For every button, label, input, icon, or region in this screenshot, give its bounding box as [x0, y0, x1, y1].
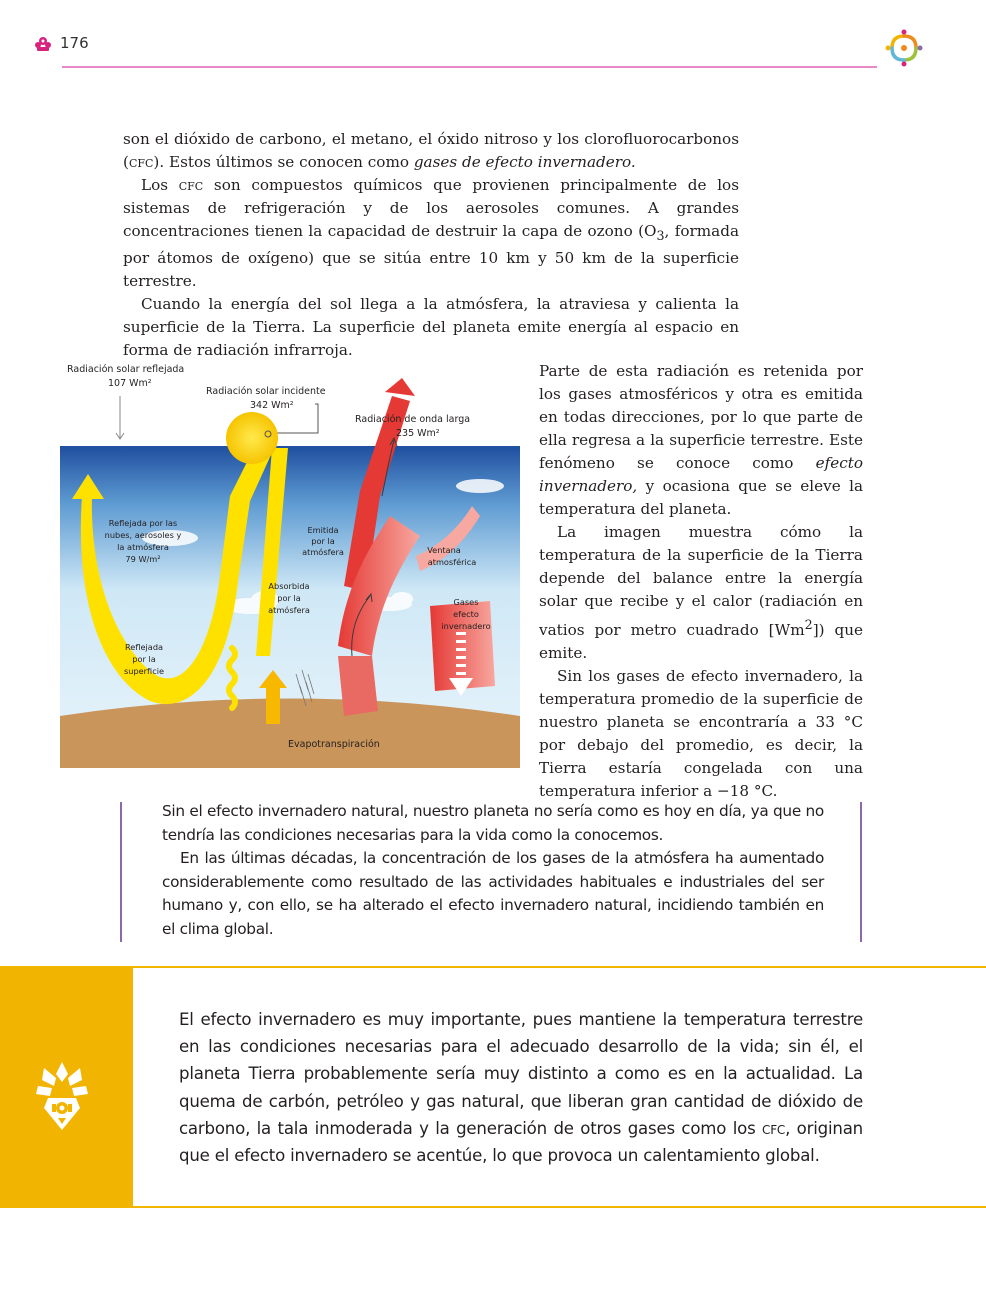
box-paragraph-2: En las últimas décadas, la concentración de los gases de la atmósfera ha aumentado considerablemente como resultado de las actividades habituales e industriales del ser humano y, con ello, se ha alterado el efecto invernadero natural, incidiendo también en el clima global. [162, 849, 824, 938]
incident-solar-title: Radiación solar incidente [206, 386, 326, 397]
evapotranspiration-label: Evapotranspiración [288, 739, 380, 750]
svg-text:Emitida: Emitida [307, 525, 339, 535]
highlight-box [162, 800, 824, 941]
svg-text:invernadero: invernadero [441, 621, 491, 631]
page-number: 176 [60, 34, 89, 52]
svg-text:nubes, aerosoles y: nubes, aerosoles y [104, 530, 182, 540]
reflected-solar-arrow [116, 396, 124, 439]
intro-paragraph-2: Los cfc son compuestos químicos que provienen principalmente de los sistemas de refrigeración y de los aerosoles comunes. A grandes concentraciones tienen la capacidad de destruir la capa de ozono ($O_3$, formada por átomos de oxígeno) que se sitúa entre 10 km y 50 km de la superficie terrestre. [123, 176, 739, 291]
svg-text:Reflejada: Reflejada [124, 642, 164, 652]
reflected-solar-title: Radiación solar reflejada [67, 364, 185, 375]
side-paragraph-3: Sin los gases de efecto invernadero, la temperatura promedio de la superficie de nuestro planeta se encontraría a 33 °C por debajo del promedio, es decir, la Tierra estaría congelada con una temperatura inferior a −18 °C. [539, 667, 863, 801]
svg-text:por la: por la [132, 654, 156, 664]
box-border-left [120, 802, 122, 942]
earth-surface [60, 699, 520, 769]
svg-text:Reflejada por las: Reflejada por las [108, 518, 178, 528]
intro-paragraph-1: son el dióxido de carbono, el metano, el óxido nitroso y los clorofluorocarbonos (cfc). Estos últimos se conocen como gases de efecto invernadero. [123, 130, 739, 171]
banner-top-line [0, 966, 986, 968]
incident-solar-value: 342 Wm² [250, 400, 294, 411]
side-text [539, 360, 863, 803]
svg-text:atmósfera: atmósfera [302, 547, 344, 557]
svg-text:Ventana: Ventana [427, 545, 461, 555]
reflected-solar-value: 107 Wm² [108, 378, 152, 389]
banner-bottom-line [0, 1206, 986, 1208]
svg-text:79 W/m²: 79 W/m² [125, 554, 161, 564]
svg-text:la atmósfera: la atmósfera [117, 542, 169, 552]
longwave-value: 235 Wm² [396, 428, 440, 439]
banner-text [179, 1006, 863, 1169]
side-paragraph-2: La imagen muestra cómo la temperatura de la superficie de la Tierra depende del balance entre la energía solar que recibe y el calor (radiación en vatios por metro cuadrado [Wm$^2$]) que emite. [539, 523, 864, 663]
intro-paragraph-3: Cuando la energía del sol llega a la atmósfera, la atraviesa y calienta la superficie de la Tierra. La superficie del planeta emite energía al espacio en forma de radiación infrarroja. [123, 295, 739, 360]
svg-text:efecto: efecto [453, 609, 479, 619]
side-paragraph-1: Parte de esta radiación es retenida por los gases atmosféricos y otra es emitida en todas direcciones, por lo que parte de ella regresa a la superficie terrestre. Este fenómeno se conoce como efecto invernadero, y ocasiona que se eleve la temperatura del planeta. [539, 362, 863, 518]
header-divider [62, 66, 877, 68]
box-border-right [860, 802, 862, 942]
ornament-logo-icon [882, 26, 926, 70]
svg-text:superficie: superficie [123, 666, 165, 676]
flower-icon [33, 34, 53, 54]
banner-paragraph: El efecto invernadero es muy importante, pues mantiene la temperatura terrestre en las condiciones necesarias para el adecuado desarrollo de la vida; sin él, el planeta Tierra probablemente sería muy distinto a como es en la actualidad. La quema de carbón, petróleo y gas natural, que liberan gran cantidad de dióxido de carbono, la tala inmoderada y la generación de otros gases como los cfc, originan que el efecto invernadero se acentúe, lo que provoca un calentamiento global. [179, 1010, 864, 1166]
sun [226, 412, 278, 464]
greenhouse-effect-diagram [60, 356, 520, 768]
svg-text:por la: por la [311, 536, 335, 546]
intro-text [123, 128, 739, 362]
plant-emblem-icon [34, 1060, 90, 1132]
box-paragraph-1: Sin el efecto invernadero natural, nuestro planeta no sería como es hoy en día, ya que no tendría las condiciones necesarias para la vida como la conocemos. [162, 802, 824, 844]
longwave-title: Radiación de onda larga [355, 414, 471, 425]
svg-text:atmosférica: atmosférica [427, 557, 477, 567]
svg-text:atmósfera: atmósfera [268, 605, 310, 615]
svg-text:por la: por la [277, 593, 301, 603]
svg-text:Absorbida: Absorbida [268, 581, 310, 591]
svg-text:Gases: Gases [453, 597, 479, 607]
